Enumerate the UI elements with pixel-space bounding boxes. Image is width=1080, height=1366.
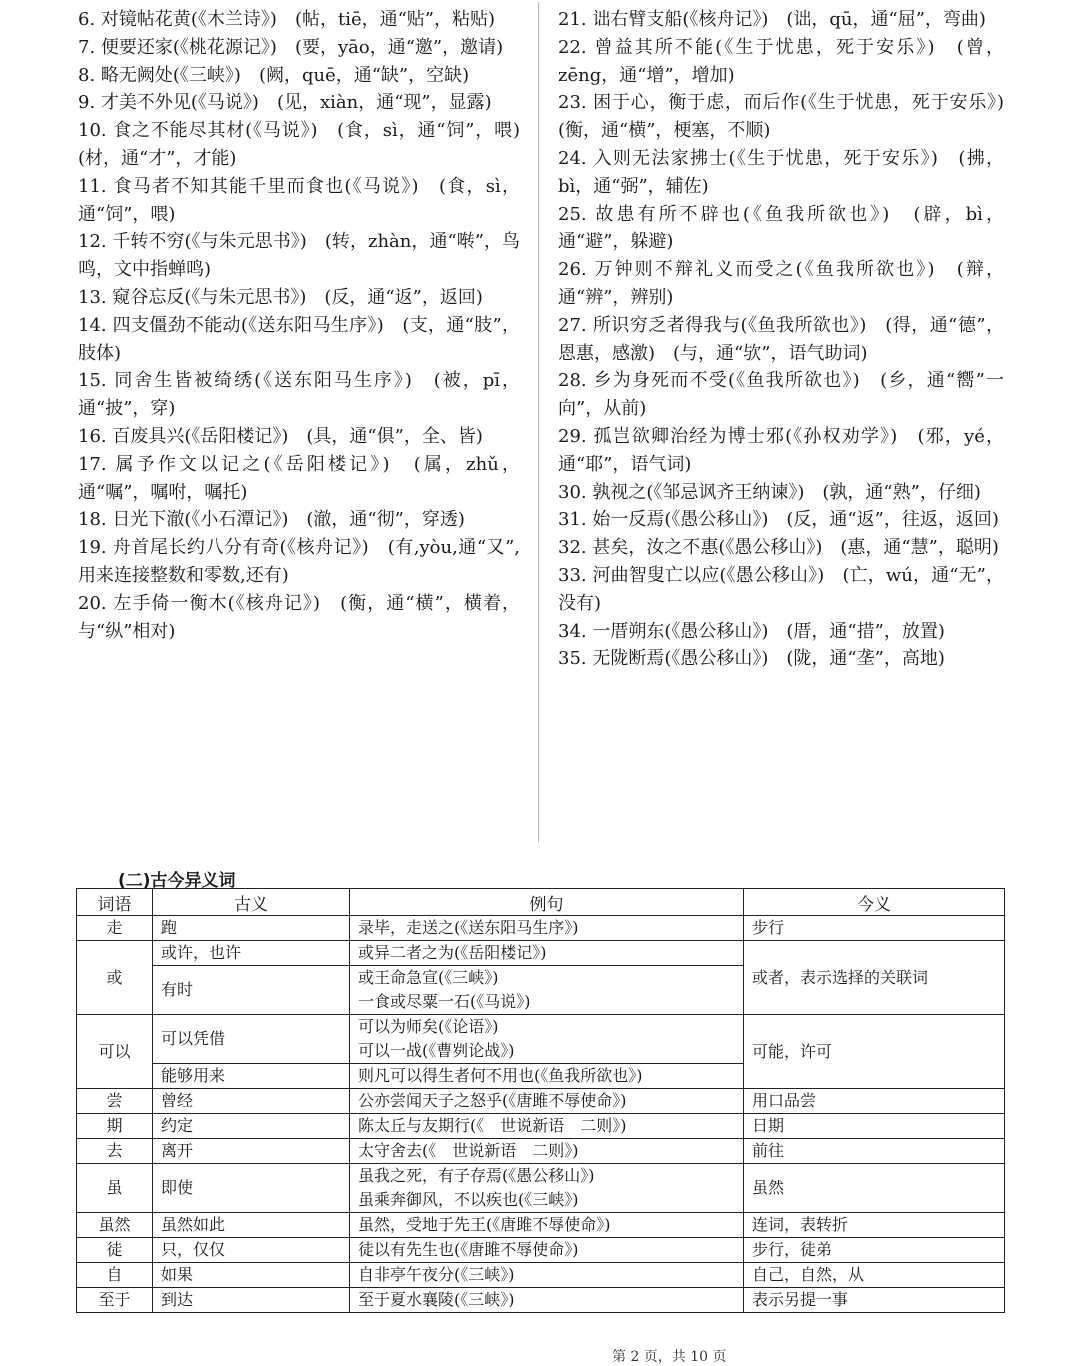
word-cell: 虽然 [77, 1213, 153, 1238]
example-cell [350, 916, 744, 941]
ancient-meaning-cell: 或许，也许 [153, 941, 350, 966]
table-row [77, 1263, 1005, 1288]
list-item: 7. 便要还家(《桃花源记》) (要，yāo，通“邀”，邀请) [78, 36, 504, 58]
list-item: 19. 舟首尾长约八分有奇(《核舟记》) (有,yòu,通“又”,用来连接整数和零数,还有) [78, 537, 520, 586]
word-cell: 自 [77, 1263, 153, 1288]
ancient-meaning-cell: 曾经 [153, 1089, 350, 1114]
table-row [77, 1164, 1005, 1213]
ancient-meaning-cell: 能够用来 [153, 1064, 350, 1089]
example-sentence: 徒以有先生也(《唐雎不辱使命》) [358, 1240, 579, 1259]
table-row [77, 916, 1005, 941]
word-cell: 徒 [77, 1238, 153, 1263]
list-item: 28. 乡为身死而不受(《鱼我所欲也》) (乡，通“嚮”一向”，从前) [558, 370, 1004, 420]
list-item: 6. 对镜帖花黄(《木兰诗》) (帖，tiē，通“贴”，粘贴) [78, 9, 496, 30]
table-row [77, 1288, 1005, 1313]
list-item: 26. 万钟则不辩礼义而受之(《鱼我所欲也》) (辩，通“辨”，辨别) [558, 259, 1004, 308]
table-row [77, 1139, 1005, 1164]
table-row [77, 1114, 1005, 1139]
example-cell [350, 1015, 744, 1064]
header-example-sentence: 例句 [350, 889, 744, 916]
word-cell: 尝 [77, 1089, 153, 1114]
table-row [77, 1238, 1005, 1263]
list-item: 10. 食之不能尽其材(《马说》) (食，sì，通“饲”，喂) (材，通“才”，才能) [78, 120, 538, 169]
example-sentence: 陈太丘与友期行(《 世说新语 二则》) [358, 1116, 627, 1135]
page-footer: 第 2 页，共 10 页 [612, 1349, 727, 1365]
ancient-meaning-cell: 有时 [153, 966, 350, 1015]
list-item: 13. 窥谷忘反(《与朱元思书》) (反，通“返”，返回) [78, 286, 483, 308]
modern-meaning-cell: 前往 [744, 1139, 1005, 1164]
example-cell [350, 1288, 744, 1313]
example-cell [350, 1139, 744, 1164]
ancient-meaning-cell: 到达 [153, 1288, 350, 1313]
example-sentence: 一食或尽粟一石(《马说》) [358, 992, 531, 1011]
list-item: 34. 一厝朔东(《愚公移山》) (厝，通“措”，放置) [558, 620, 945, 642]
example-cell [350, 1064, 744, 1089]
modern-meaning-cell: 虽然 [744, 1164, 1005, 1213]
ancient-meaning-cell: 即使 [153, 1164, 350, 1213]
header-ancient-meaning: 古义 [153, 889, 350, 916]
modern-meaning-cell: 用口品尝 [744, 1089, 1005, 1114]
list-item: 33. 河曲智叟亡以应(《愚公移山》) (亡，wú，通“无”，没有) [558, 564, 1004, 614]
example-sentence: 虽乘奔御风，不以疾也(《三峡》) [358, 1190, 579, 1209]
example-sentence: 太守舍去(《 世说新语 二则》) [358, 1141, 579, 1160]
word-cell: 虽 [77, 1164, 153, 1213]
modern-meaning-cell: 表示另提一事 [744, 1288, 1005, 1313]
ancient-meaning-cell: 虽然如此 [153, 1213, 350, 1238]
example-cell [350, 1164, 744, 1213]
table-row [77, 1015, 1005, 1064]
example-sentence: 公亦尝闻天子之怒乎(《唐雎不辱使命》) [358, 1091, 627, 1110]
ancient-meaning-cell: 约定 [153, 1114, 350, 1139]
example-cell [350, 941, 744, 966]
list-item: 14. 四支僵劲不能动(《送东阳马生序》) (支，通“肢”，肢体) [78, 314, 520, 364]
modern-meaning-cell: 或者，表示选择的关联词 [744, 941, 1005, 1015]
modern-meaning-cell: 可能，许可 [744, 1015, 1005, 1089]
example-sentence: 自非亭午夜分(《三峡》) [358, 1265, 515, 1284]
ancient-modern-meaning-table [76, 888, 1005, 1313]
list-item: 30. 孰视之(《邹忌讽齐王纳谏》) (孰，通“熟”，仔细) [558, 481, 981, 503]
word-cell: 走 [77, 916, 153, 941]
column-divider [538, 2, 539, 842]
example-sentence: 至于夏水襄陵(《三峡》) [358, 1290, 515, 1309]
left-column [78, 6, 538, 645]
list-item: 21. 诎右臂支船(《核舟记》) (诎，qū，通“屈”，弯曲) [558, 9, 986, 30]
example-sentence: 虽然，受地于先王(《唐雎不辱使命》) [358, 1215, 611, 1234]
list-item: 17. 属予作文以记之(《岳阳楼记》) (属，zhǔ，通“嘱”，嘱咐，嘱托) [78, 453, 520, 503]
modern-meaning-cell: 连词，表转折 [744, 1213, 1005, 1238]
ancient-meaning-cell: 如果 [153, 1263, 350, 1288]
list-item: 11. 食马者不知其能千里而食也(《马说》) (食，sì，通“饲”，喂) [78, 175, 520, 225]
ancient-meaning-cell: 可以凭借 [153, 1015, 350, 1064]
example-cell [350, 1238, 744, 1263]
list-item: 29. 孤岂欲卿治经为博士邪(《孙权劝学》) (邪，yé，通“耶”，语气词) [558, 425, 1004, 475]
example-sentence: 录毕，走送之(《送东阳马生序》) [358, 918, 579, 937]
example-cell [350, 1213, 744, 1238]
list-item: 25. 故患有所不辟也(《鱼我所欲也》) (辟，bì，通“避”，躲避) [558, 203, 1004, 253]
example-sentence: 或王命急宣(《三峡》) [358, 968, 499, 987]
example-cell [350, 1114, 744, 1139]
list-item: 32. 甚矣，汝之不惠(《愚公移山》) (惠，通“慧”，聪明) [558, 537, 999, 559]
list-item: 31. 始一反焉(《愚公移山》) (反，通“返”，往返，返回) [558, 509, 999, 531]
table-row [77, 941, 1005, 966]
list-item: 35. 无陇断焉(《愚公移山》) (陇，通“垄”，高地) [558, 648, 945, 670]
ancient-meaning-cell: 只，仅仅 [153, 1238, 350, 1263]
example-sentence: 或异二者之为(《岳阳楼记》) [358, 943, 547, 962]
list-item: 8. 略无阙处(《三峡》) (阙，quē，通“缺”，空缺) [78, 64, 470, 86]
header-word: 词语 [77, 889, 153, 916]
example-sentence: 可以为师矣(《论语》) [358, 1017, 499, 1036]
word-cell: 或 [77, 941, 153, 1015]
list-item: 16. 百废具兴(《岳阳楼记》) (具，通“俱”，全、皆) [78, 425, 483, 447]
word-cell: 期 [77, 1114, 153, 1139]
example-sentence: 虽我之死，有子存焉(《愚公移山》) [358, 1166, 595, 1185]
ancient-meaning-cell: 离开 [153, 1139, 350, 1164]
word-cell: 可以 [77, 1015, 153, 1089]
example-sentence: 可以一战(《曹刿论战》) [358, 1041, 515, 1060]
table-row [77, 1213, 1005, 1238]
modern-meaning-cell: 自己，自然，从 [744, 1263, 1005, 1288]
list-item: 23. 困于心，衡于虑，而后作(《生于忧患，死于安乐》)(衡，通“横”，梗塞，不顺) [558, 92, 1004, 142]
example-sentence: 则凡可以得生者何不用也(《鱼我所欲也》) [358, 1066, 643, 1085]
list-item: 24. 入则无法家拂士(《生于忧患，死于安乐》) (拂，bì，通“弼”，辅佐) [558, 147, 1004, 197]
modern-meaning-cell: 步行 [744, 916, 1005, 941]
word-cell: 去 [77, 1139, 153, 1164]
list-item: 12. 千转不穷(《与朱元思书》) (转，zhàn，通“啭”，鸟鸣，文中指蝉鸣) [78, 231, 520, 281]
list-item: 18. 日光下澈(《小石潭记》) (澈，通“彻”，穿透) [78, 509, 465, 531]
list-item: 9. 才美不外见(《马说》) (见，xiàn，通“现”，显露) [78, 92, 492, 114]
right-column [558, 6, 1004, 673]
word-cell: 至于 [77, 1288, 153, 1313]
modern-meaning-cell: 步行，徒弟 [744, 1238, 1005, 1263]
ancient-meaning-cell: 跑 [153, 916, 350, 941]
example-cell [350, 1089, 744, 1114]
header-modern-meaning: 今义 [744, 889, 1005, 916]
list-item: 22. 曾益其所不能(《生于忧患，死于安乐》) (曾，zēng，通“增”，增加) [558, 36, 1004, 86]
table-header-row [77, 889, 1005, 916]
list-item: 27. 所识穷乏者得我与(《鱼我所欲也》) (得，通“德”，恩惠，感激) (与，通“欤”，语气助词) [558, 314, 1004, 364]
list-item: 20. 左手倚一衡木(《核舟记》) (衡，通“横”，横着，与“纵”相对) [78, 592, 520, 642]
example-cell [350, 1263, 744, 1288]
list-item: 15. 同舍生皆被绮绣(《送东阳马生序》) (被，pī，通“披”，穿) [78, 370, 520, 420]
table-row [77, 1089, 1005, 1114]
modern-meaning-cell: 日期 [744, 1114, 1005, 1139]
example-cell [350, 966, 744, 1015]
section-title: (二)古今异义词 [118, 871, 236, 891]
